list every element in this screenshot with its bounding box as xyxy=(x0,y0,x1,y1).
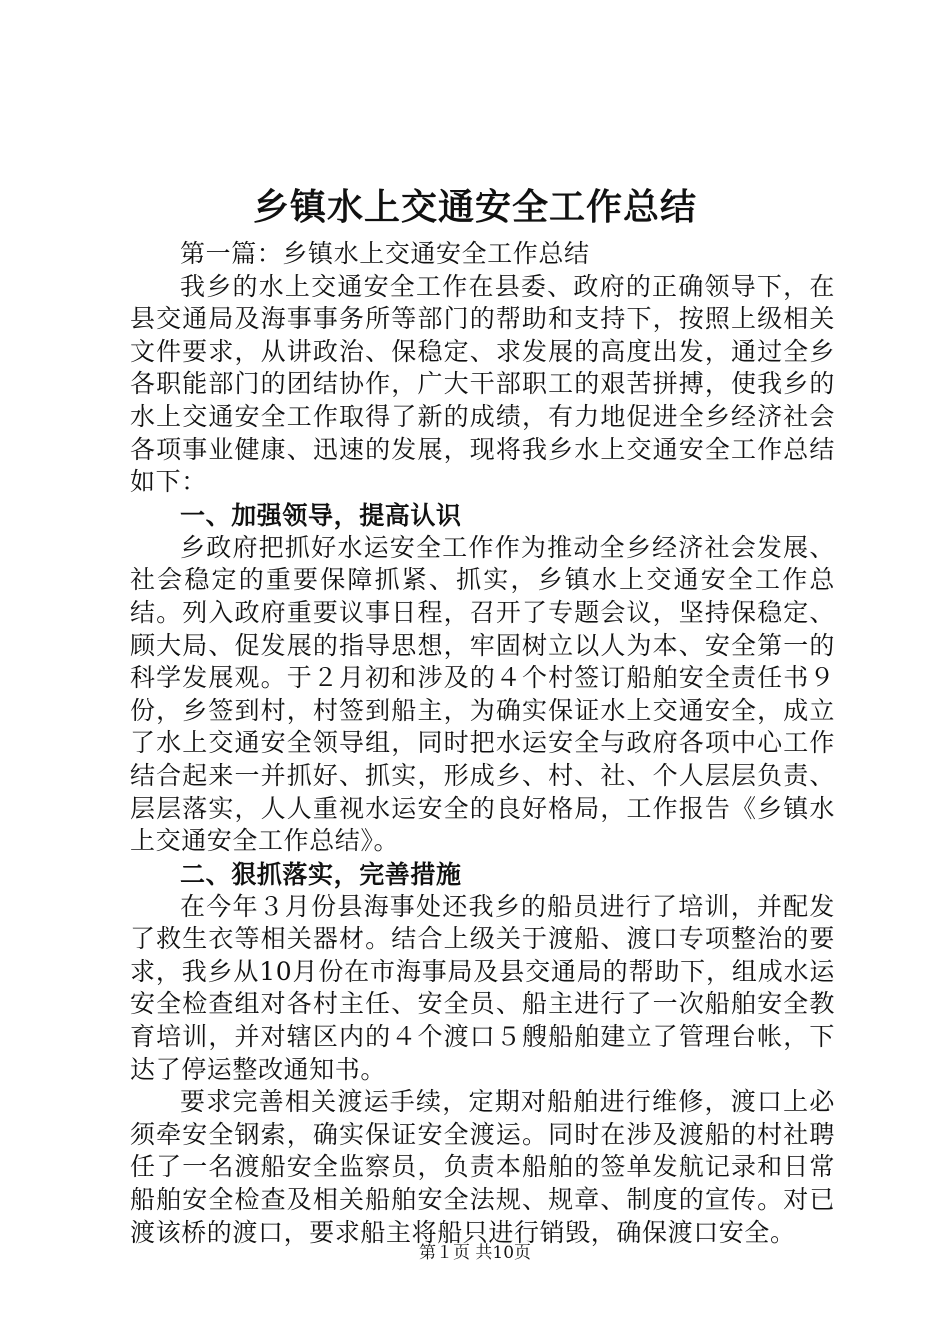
document-body xyxy=(130,238,835,1249)
section-2-paragraph-2: 要求完善相关渡运手续，定期对船舶进行维修，渡口上必须牵安全钢索，确实保证安全渡运。同时在涉及渡船的村社聘任了一名渡船安全监察员，负责本船舶的签单发航记录和日常船舶安全检查及相关船舶安全法规、规章、制度的宣传。对已渡该桥的渡口，要求船主将船只进行销毁，确保渡口安全。 xyxy=(130,1087,835,1247)
section-2-paragraph-1: 在今年３月份县海事处还我乡的船员进行了培训，并配发了救生衣等相关器材。结合上级关于渡船、渡口专项整治的要求，我乡从10月份在市海事局及县交通局的帮助下，组成水运安全检查组对各村主任、安全员、船主进行了一次船舶安全教育培训，并对辖区内的４个渡口５艘船舶建立了管理台帐，下达了停运整改通知书。 xyxy=(130,891,835,1084)
intro-paragraph: 我乡的水上交通安全工作在县委、政府的正确领导下，在县交通局及海事事务所等部门的帮助和支持下，按照上级相关文件要求，从讲政治、保稳定、求发展的高度出发，通过全乡各职能部门的团结协作，广大干部职工的艰苦拼搏，使我乡的水上交通安全工作取得了新的成绩，有力地促进全乡经济社会各项事业健康、迅速的发展，现将我乡水上交通安全工作总结如下： xyxy=(130,271,835,497)
section-heading-2: 二、狠抓落实，完善措施 xyxy=(180,859,462,889)
document-title: 乡镇水上交通安全工作总结 xyxy=(252,187,697,228)
section-heading-1: 一、加强领导，提高认识 xyxy=(180,500,462,530)
document-subtitle: 第一篇：乡镇水上交通安全工作总结 xyxy=(180,239,590,268)
page-number-footer: 第１页 共10页 xyxy=(418,1243,532,1263)
section-1-paragraph: 乡政府把抓好水运安全工作作为推动全乡经济社会发展、社会稳定的重要保障抓紧、抓实，乡镇水上交通安全工作总结。列入政府重要议事日程，召开了专题会议，坚持保稳定、顾大局、促发展的指导思想，牢固树立以人为本、安全第一的科学发展观。于２月初和涉及的４个村签订船舶安全责任书９份，乡签到村，村签到船主，为确实保证水上交通安全，成立了水上交通安全领导组，同时把水运安全与政府各项中心工作结合起来一并抓好、抓实，形成乡、村、社、个人层层负责、层层落实，人人重视水运安全的良好格局，工作报告《乡镇水上交通安全工作总结》。 xyxy=(130,532,835,856)
